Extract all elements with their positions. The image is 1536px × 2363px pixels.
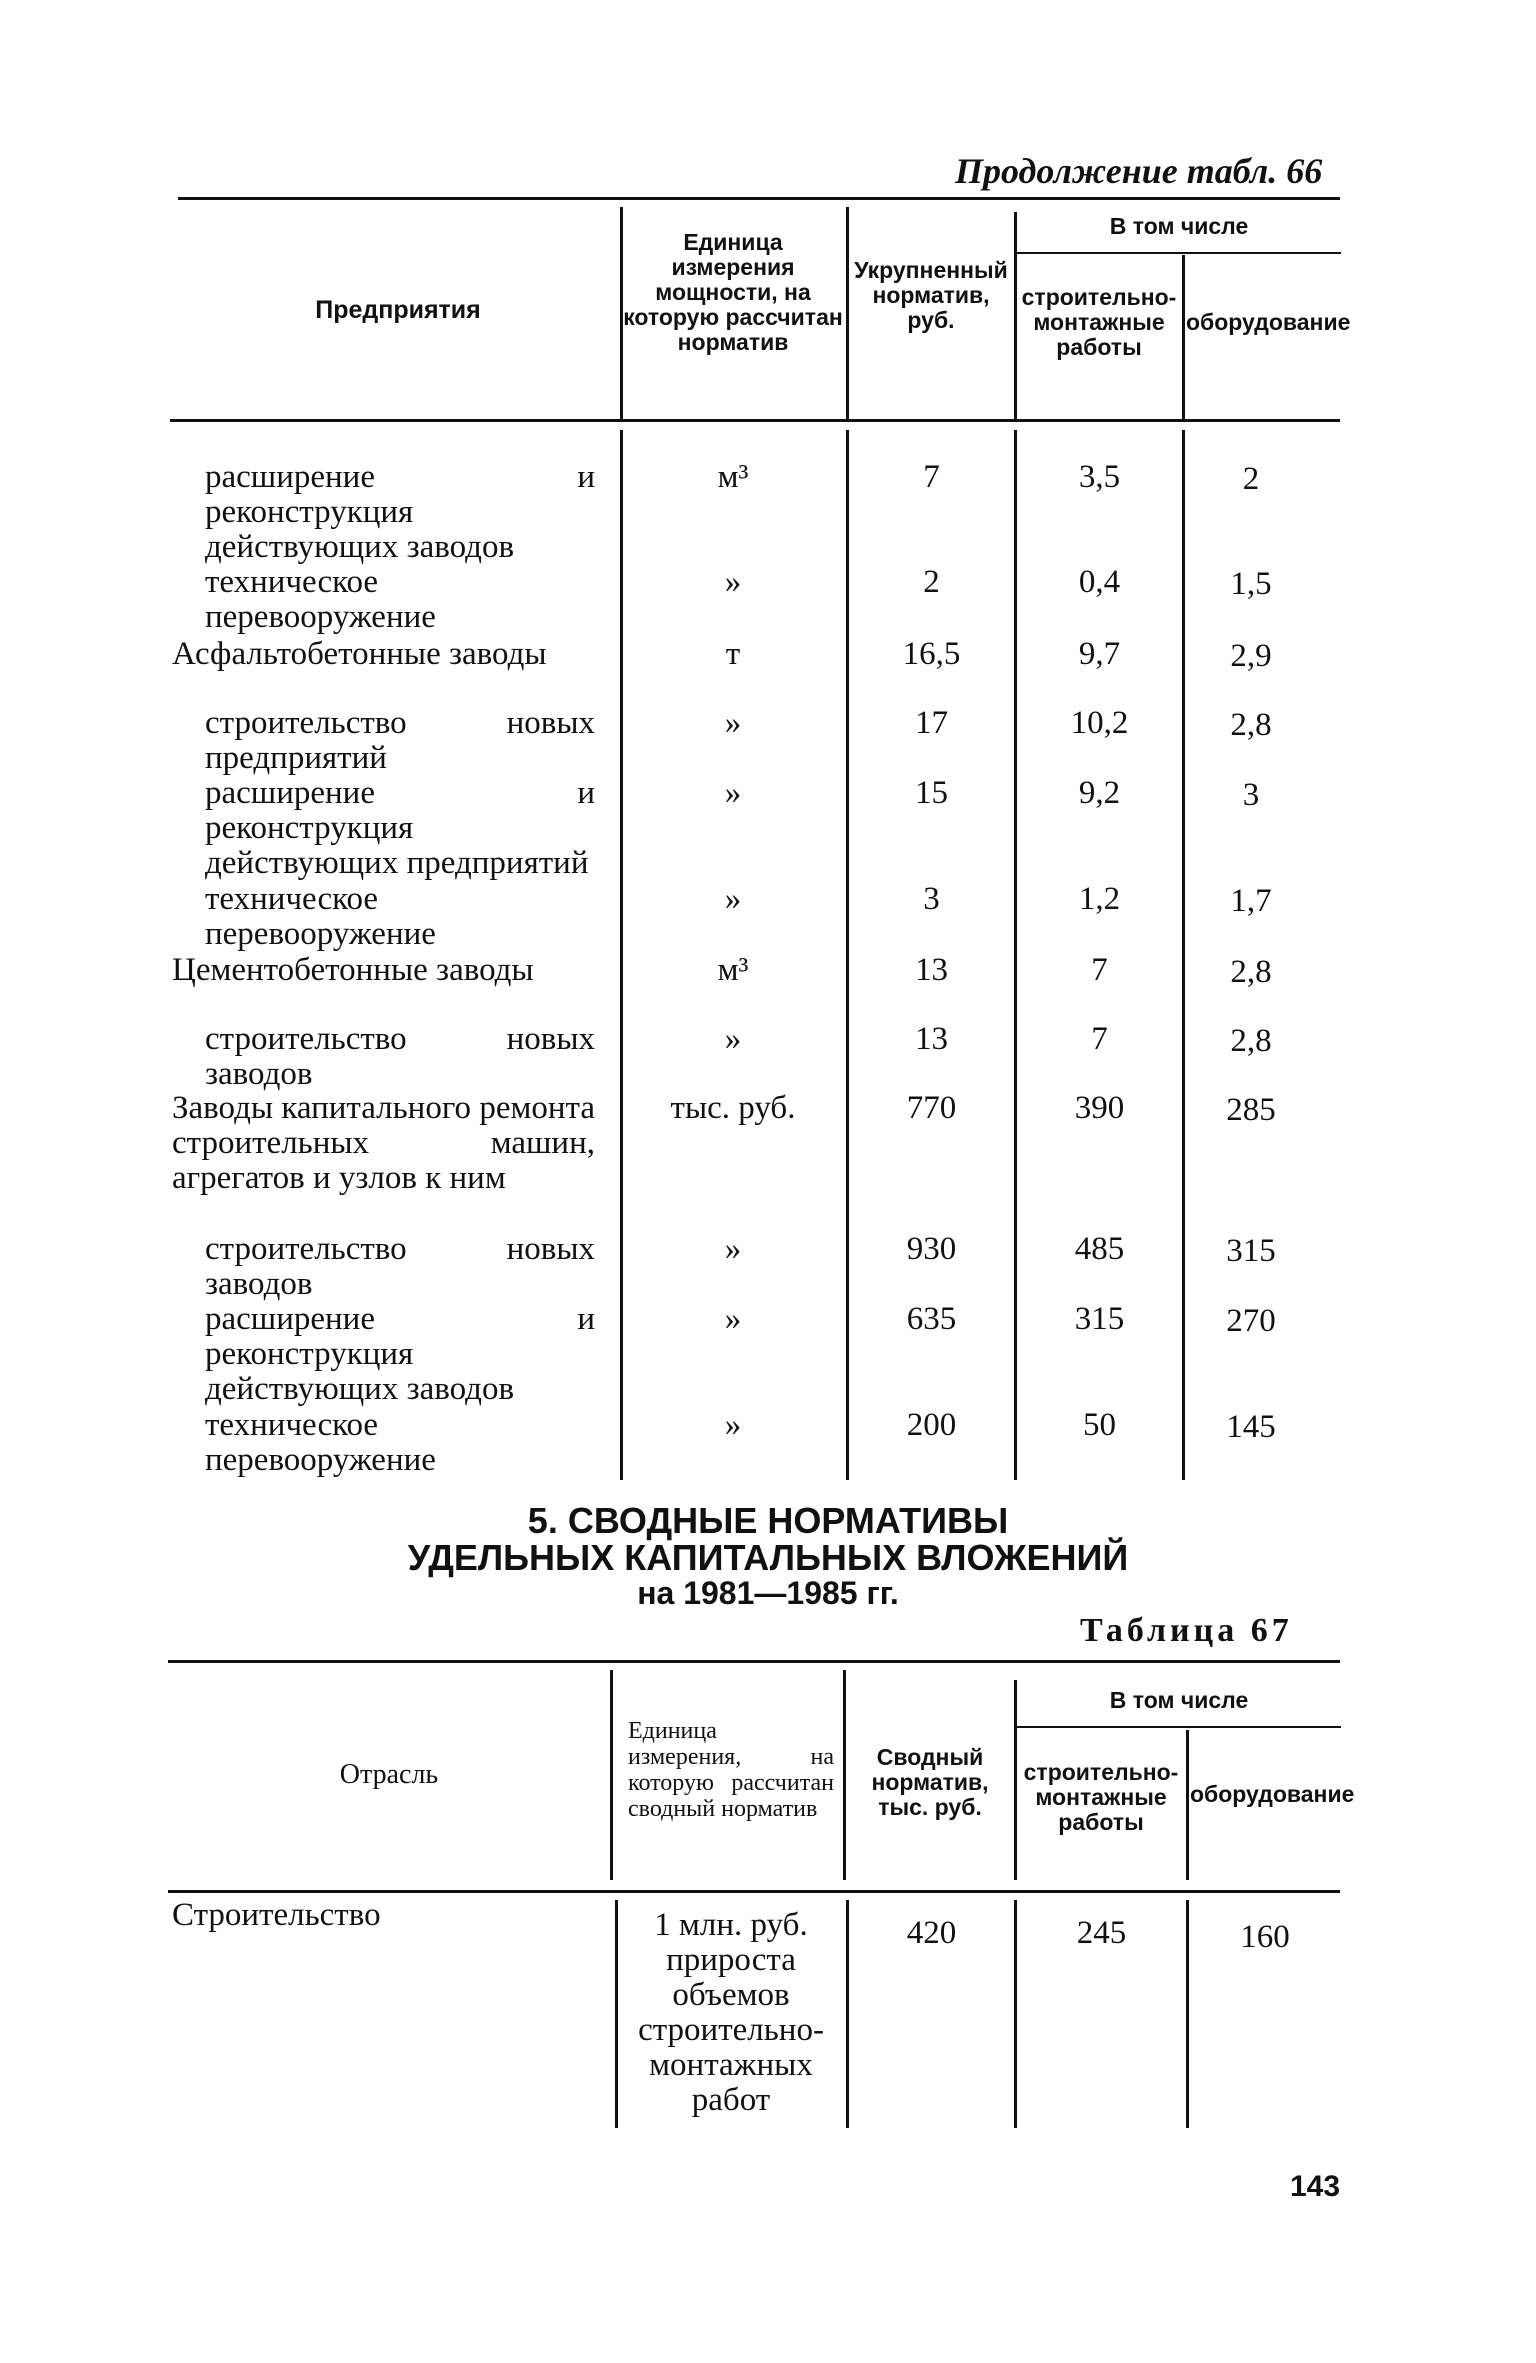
column-divider [610, 1670, 613, 1880]
header-enterprises: Предприятия [315, 296, 481, 324]
row-name: Асфальтобетонные заводы [172, 636, 547, 672]
row-construction: 315 [1074, 1301, 1125, 1337]
section-subtitle: на 1981—1985 гг. [637, 1575, 899, 1611]
row-unit: » [724, 705, 742, 741]
table-caption: Продолжение табл. 66 [955, 151, 1323, 191]
header-branch: Отрасль [339, 1759, 439, 1790]
table67-row-norm: 420 [906, 1915, 957, 1951]
row-norm: 13 [915, 952, 948, 988]
row-equipment: 145 [1226, 1409, 1276, 1445]
row-unit: тыс. руб. [670, 1090, 796, 1126]
row-equipment: 2,9 [1230, 638, 1272, 674]
row-name: строительство новых заводов [205, 1021, 595, 1092]
row-construction: 7 [1091, 1021, 1108, 1057]
row-unit: » [724, 775, 742, 811]
header-construction: строительно-монтажные работы [1021, 284, 1177, 360]
subheader-rule [1016, 1726, 1341, 1728]
header-unit: Единица измерения, на которую рассчитан сводный норматив [628, 1718, 834, 1822]
row-norm: 200 [906, 1407, 957, 1443]
header-bottom-rule [168, 1890, 1340, 1893]
row-norm: 3 [923, 881, 940, 917]
header-bottom-rule [170, 419, 1340, 422]
section-title: 5. СВОДНЫЕ НОРМАТИВЫ [527, 1500, 1009, 1541]
row-equipment: 315 [1226, 1233, 1276, 1269]
row-equipment: 1,5 [1230, 566, 1272, 602]
row-construction: 9,2 [1078, 775, 1121, 811]
row-norm: 16,5 [902, 636, 961, 672]
row-equipment: 1,7 [1230, 883, 1272, 919]
header-equipment: оборудование [1190, 1781, 1355, 1807]
row-norm: 770 [906, 1090, 957, 1126]
header-including: В том числе [1109, 1687, 1249, 1713]
table67-row-construction: 245 [1076, 1915, 1127, 1951]
column-divider [1186, 1730, 1189, 1880]
row-norm: 15 [915, 775, 948, 811]
column-divider [1182, 255, 1185, 419]
row-construction: 9,7 [1078, 636, 1121, 672]
row-name: техническое перевооружение [205, 1407, 436, 1478]
column-divider [846, 207, 849, 419]
header-norm: Сводный норматив, тыс. руб. [871, 1744, 989, 1820]
row-construction: 10,2 [1070, 705, 1129, 741]
header-including: В том числе [1109, 213, 1249, 239]
row-construction: 7 [1091, 952, 1108, 988]
row-name: расширение и реконструкция действующих предприятий [205, 775, 595, 881]
row-unit: » [724, 881, 742, 917]
row-unit: » [724, 1231, 742, 1267]
row-equipment: 3 [1242, 777, 1260, 813]
row-construction: 1,2 [1078, 881, 1121, 917]
row-norm: 635 [906, 1301, 957, 1337]
row-norm: 930 [906, 1231, 957, 1267]
table67-row-name: Строительство [172, 1897, 381, 1933]
row-norm: 13 [915, 1021, 948, 1057]
column-divider [1182, 430, 1185, 1480]
row-name: Заводы капитального ремонта строительных машин, агрегатов и узлов к ним [172, 1090, 595, 1196]
row-construction: 390 [1074, 1090, 1125, 1126]
page-number: 143 [1290, 2170, 1341, 2203]
row-name: техническое перевооружение [205, 881, 436, 952]
header-norm: Укрупненный норматив, руб. [854, 257, 1008, 333]
row-unit: » [724, 1407, 742, 1443]
row-unit: » [724, 564, 742, 600]
row-name: расширение и реконструкция действующих заводов [205, 459, 595, 565]
table-caption: Таблица 67 [1080, 1612, 1293, 1649]
row-equipment: 2,8 [1230, 1023, 1272, 1059]
section-title: УДЕЛЬНЫХ КАПИТАЛЬНЫХ ВЛОЖЕНИЙ [407, 1537, 1129, 1578]
table-top-rule [168, 1660, 1340, 1663]
row-equipment: 2,8 [1230, 707, 1272, 743]
row-unit: » [724, 1301, 742, 1337]
row-unit: » [724, 1021, 742, 1057]
row-equipment: 270 [1226, 1303, 1276, 1339]
column-divider [615, 1900, 618, 2128]
row-name: техническое перевооружение [205, 564, 436, 635]
table-top-rule [178, 197, 1340, 200]
row-unit: м³ [717, 952, 749, 988]
header-equipment: оборудование [1186, 309, 1351, 335]
subheader-rule [1016, 252, 1341, 254]
row-name: строительство новых заводов [205, 1231, 595, 1302]
row-unit: м³ [717, 459, 749, 495]
header-unit: Единица измерения мощности, на которую рассчитан норматив [623, 229, 843, 355]
row-name: Цементобетонные заводы [172, 952, 534, 988]
row-equipment: 285 [1226, 1092, 1276, 1128]
row-norm: 17 [915, 705, 948, 741]
row-norm: 2 [923, 564, 940, 600]
header-construction: строительно-монтажные работы [1023, 1759, 1179, 1835]
row-unit: т [725, 636, 741, 672]
row-construction: 0,4 [1078, 564, 1121, 600]
row-construction: 485 [1074, 1231, 1125, 1267]
row-equipment: 2,8 [1230, 954, 1272, 990]
table67-row-equipment: 160 [1240, 1919, 1290, 1955]
row-norm: 7 [923, 459, 940, 495]
table67-row-unit: 1 млн. руб. прироста объемов строительно-монтажных работ [638, 1907, 824, 2118]
row-equipment: 2 [1242, 461, 1260, 497]
column-divider [843, 1670, 846, 1880]
row-construction: 3,5 [1078, 459, 1121, 495]
row-name: расширение и реконструкция действующих заводов [205, 1301, 595, 1407]
row-construction: 50 [1083, 1407, 1116, 1443]
row-name: строительство новых предприятий [205, 705, 595, 776]
